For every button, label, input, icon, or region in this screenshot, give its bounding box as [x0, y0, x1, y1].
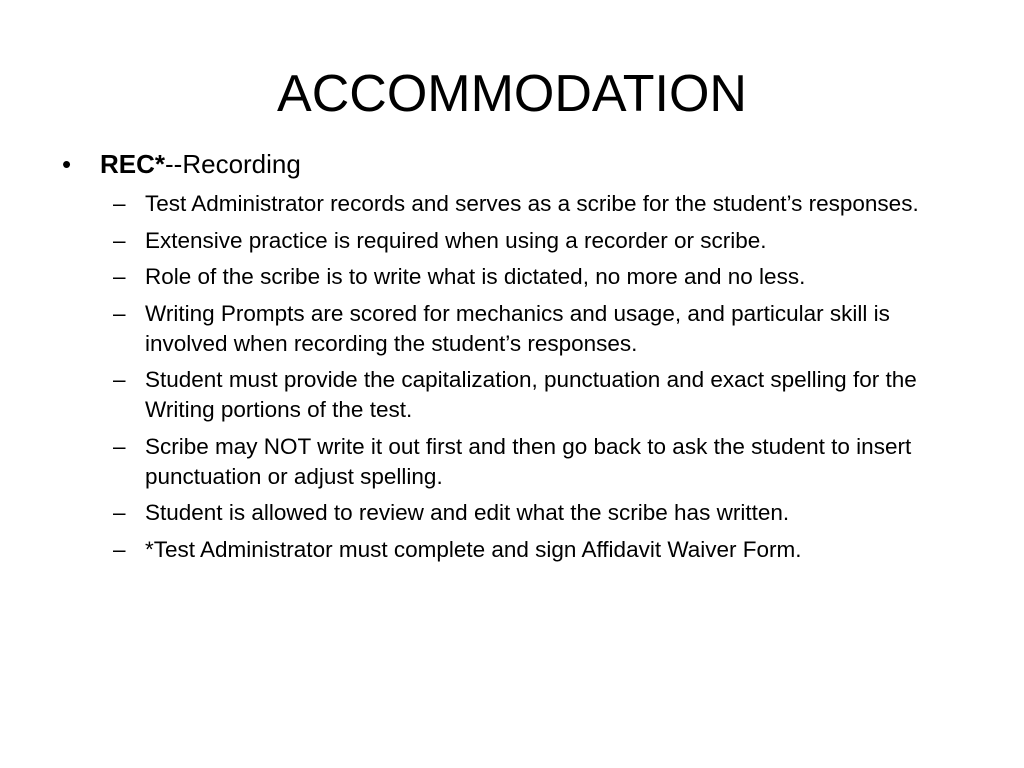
sub-bullet-text: Test Administrator records and serves as a scribe for the student’s responses. — [145, 191, 919, 216]
sub-bullet-text: Student is allowed to review and edit what the scribe has written. — [145, 500, 790, 525]
sub-bullet-text: Student must provide the capitalization, punctuation and exact spelling for the Writing portions of the test. — [145, 367, 917, 422]
sub-bullet — [113, 535, 953, 565]
sub-bullet — [113, 299, 953, 359]
sub-bullet-text: Extensive practice is required when using a recorder or scribe. — [145, 227, 767, 253]
dash-marker: – — [113, 264, 126, 289]
sub-bullet — [113, 189, 953, 219]
sub-bullet — [113, 498, 953, 528]
sub-bullet-text: Writing Prompts are scored for mechanics and usage, and particular skill is involved when recording the student’s responses. — [145, 300, 890, 356]
sub-bullet-list — [113, 189, 953, 571]
sub-bullet-text: Scribe may NOT write it out first and then go back to ask the student to insert punctuation or adjust spelling. — [145, 433, 912, 489]
dash-marker: – — [113, 536, 126, 562]
sub-bullet — [113, 262, 953, 292]
slide-title: ACCOMMODATION — [277, 65, 747, 123]
dash-marker: – — [113, 500, 126, 525]
dash-marker: – — [113, 367, 126, 392]
bullet-marker: • — [62, 149, 72, 179]
sub-bullet — [113, 432, 953, 492]
sub-bullet — [113, 226, 953, 256]
main-bullet — [62, 147, 301, 181]
dash-marker: – — [113, 300, 126, 326]
main-bullet-bold-label: REC* — [100, 149, 166, 179]
dash-marker: – — [113, 191, 126, 216]
main-bullet-text — [100, 147, 301, 181]
dash-marker: – — [113, 433, 126, 459]
sub-bullet — [113, 365, 953, 425]
main-bullet-label-rest: --Recording — [165, 149, 301, 179]
sub-bullet-text: Role of the scribe is to write what is dictated, no more and no less. — [145, 264, 806, 289]
dash-marker: – — [113, 227, 126, 253]
sub-bullet-text: *Test Administrator must complete and sign Affidavit Waiver Form. — [145, 536, 802, 562]
